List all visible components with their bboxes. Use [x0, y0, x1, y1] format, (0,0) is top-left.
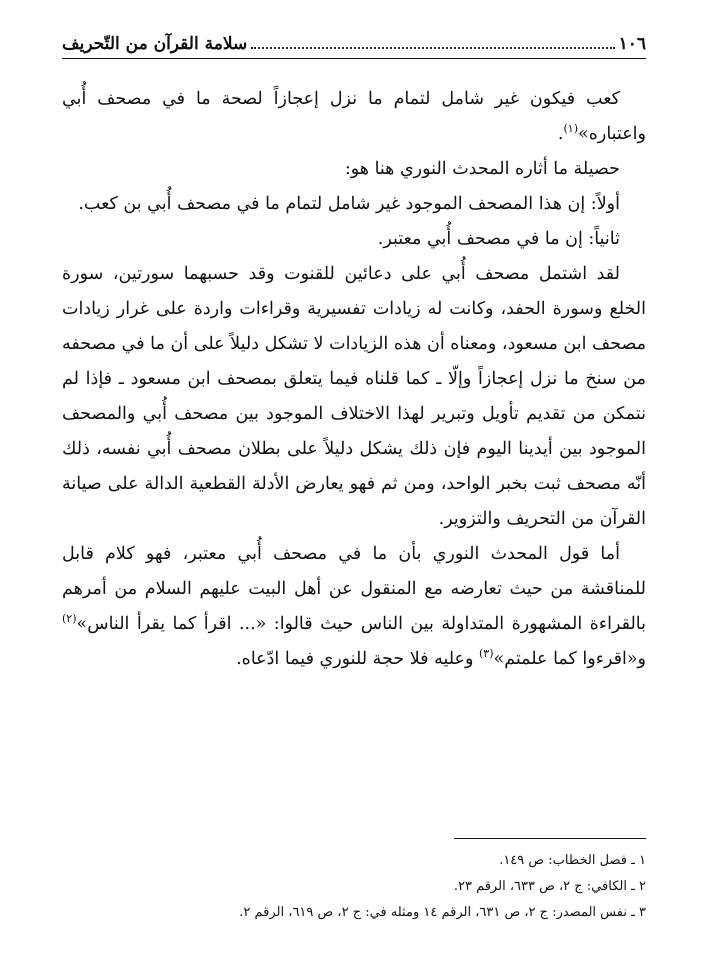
running-title: سلامة القرآن من التّحريف	[62, 34, 248, 54]
footnote-ref-2: (٢)	[62, 612, 77, 626]
footnote-ref-3: (٣)	[479, 647, 494, 661]
header-rule	[62, 58, 646, 59]
header-dot-leader	[251, 47, 614, 49]
point-first: أولاً: إن هذا المصحف الموجود غير شامل لتمام ما في مصحف أُبي بن كعب.	[78, 194, 620, 214]
paragraph-2: حصيلة ما أثاره المحدث النوري هنا هو:	[344, 159, 620, 179]
paragraph-1: كعب فيكون غير شامل لتمام ما نزل إعجازاً لصحة ما في مصحف أُبي واعتباره»$^{(١)}$.	[62, 89, 646, 144]
running-header	[62, 32, 646, 54]
footnote-1: ١ ـ فصل الخطاب: ص ١٤٩.	[499, 853, 646, 868]
point-second: ثانياً: إن ما في مصحف أُبي معتبر.	[377, 229, 620, 249]
page-number: ١٠٦	[618, 34, 646, 54]
footnote-2: ٢ ـ الكافي: ج ٢، ص ٦٣٣، الرقم ٢٣.	[453, 879, 646, 894]
footnote-ref-1: (١)	[563, 122, 579, 136]
footnote-rule	[454, 838, 646, 839]
body-text	[62, 82, 646, 677]
paragraph-4: أما قول المحدث النوري بأن ما في مصحف أُبي معتبر، فهو كلام قابل للمناقشة من حيث تعارضه مع المنقول عن أهل البيت عليهم السلام من أمرهم بالقراءة المشهورة المتداولة بين الناس حيث قالوا: «... اقرأ كما يقرأ الناس»$^{(٢)}$ و«اقرءوا كما علمتم»$^{(٣)}$ وعليه فلا حجة للنوري فيما ادّعاه.	[62, 544, 646, 669]
footnote-3: ٣ ـ نفس المصدر: ج ٢، ص ٦٣١، الرقم ١٤ ومثله في: ج ٢، ص ٦١٩، الرقم ٢.	[239, 905, 646, 920]
paragraph-3: لقد اشتمل مصحف أُبي على دعائين للقنوت وقد حسبهما سورتين، سورة الخلع وسورة الحفد، وكانت له زيادات تفسيرية وقراءات واردة على غرار زيادات مصحف ابن مسعود، ومعناه أن هذه الزيادات لا تشكل دليلاً على أن ما في مصحفه من سنخ ما نزل إعجازاً وإلّا ـ كما قلناه فيما يتعلق بمصحف ابن مسعود ـ فإذا لم نتمكن من تقديم تأويل وتبرير لهذا الاختلاف الموجود بين مصحف أُبي والمصحف الموجود بين أيدينا اليوم فإن ذلك يشكل دليلاً على بطلان مصحف أُبي نفسه، ذلك أنّه مصحف ثبت بخبر الواحد، ومن ثم فهو يعارض الأدلة القطعية الدالة على صيانة القرآن من التحريف والتزوير.	[62, 264, 646, 529]
footnotes	[62, 848, 646, 926]
